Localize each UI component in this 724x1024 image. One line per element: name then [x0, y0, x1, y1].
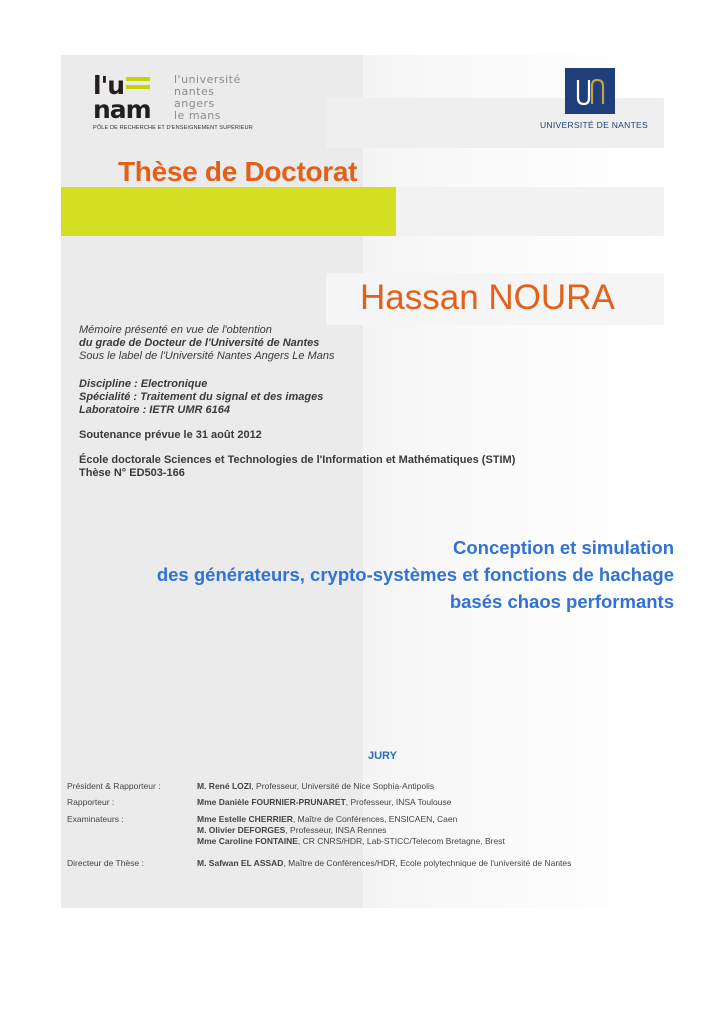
unam-logo: [93, 71, 253, 131]
these-number: Thèse N° ED503-166: [79, 467, 185, 479]
jury-member-name: Mme Caroline FONTAINE: [197, 836, 298, 846]
unam-word: le mans: [174, 109, 221, 122]
universite-nantes-label: UNIVERSITÉ DE NANTES: [539, 120, 649, 130]
jury-member-name: M. Olivier DEFORGES: [197, 825, 286, 835]
jury-member-affiliation: , CR CNRS/HDR, Lab-STICC/Telecom Bretagne, Brest: [297, 836, 505, 846]
jury-role: Examinateurs :: [67, 814, 124, 824]
unam-mark-line2: nam: [93, 95, 151, 124]
unam-mark-line1: l'u: [93, 71, 125, 100]
jury-member: [197, 797, 451, 808]
green-accent-band: [61, 187, 396, 236]
jury-member: [197, 825, 505, 836]
jury-member: [197, 781, 434, 792]
jury-member-affiliation: , Professeur, INSA Toulouse: [345, 797, 452, 807]
memoire-line1: Mémoire présenté en vue de l'obtention: [79, 324, 272, 336]
document-type-title: Thèse de Doctorat: [118, 156, 358, 187]
jury-role: Rapporteur :: [67, 797, 115, 807]
jury-members: [197, 858, 571, 869]
specialite-line: Spécialité : Traitement du signal et des images: [79, 391, 324, 403]
jury-members: [197, 797, 451, 808]
unam-word: angers: [174, 97, 215, 110]
unam-tagline: PÔLE DE RECHERCHE ET D'ENSEIGNEMENT SUPÉRIEUR: [93, 125, 253, 131]
unam-word: nantes: [174, 85, 215, 98]
jury-member-name: Mme Estelle CHERRIER: [197, 814, 293, 824]
ecole-doctorale: École doctorale Sciences et Technologies de l'Information et Mathématiques (STIM): [79, 454, 516, 466]
gray-accent-band: [396, 187, 664, 236]
memoire-line3: Sous le label de l'Université Nantes Angers Le Mans: [79, 350, 335, 362]
jury-member-affiliation: , Maître de Conférences, ENSICAEN, Caen: [292, 814, 458, 824]
laboratoire-line: Laboratoire : IETR UMR 6164: [79, 404, 230, 416]
jury-member: [197, 858, 571, 869]
jury-member-name: Mme Danièle FOURNIER-PRUNARET: [197, 797, 346, 807]
jury-member-name: M. Safwan EL ASSAD: [197, 858, 284, 868]
jury-heading: JURY: [368, 750, 397, 762]
unam-mark: [93, 71, 151, 124]
unam-word: l'université: [174, 73, 241, 86]
jury-members: [197, 814, 505, 847]
thesis-title-line1: Conception et simulation: [453, 537, 674, 558]
memoire-line2: du grade de Docteur de l'Université de Nantes: [79, 337, 320, 349]
discipline-line: Discipline : Electronique: [79, 378, 208, 390]
thesis-title-line3: basés chaos performants: [449, 591, 674, 612]
unam-bars-icon: [126, 77, 150, 93]
thesis-title-line2: des générateurs, crypto-systèmes et fonctions de hachage: [156, 564, 674, 585]
jury-member: [197, 814, 505, 825]
thesis-title: [60, 534, 674, 615]
soutenance-date: Soutenance prévue le 31 août 2012: [79, 429, 262, 441]
universite-nantes-logo-icon: [565, 68, 615, 114]
jury-member-affiliation: , Maître de Conférences/HDR, Ecole polytechnique de l'université de Nantes: [283, 858, 572, 868]
jury-members: [197, 781, 434, 792]
jury-member-affiliation: , Professeur, INSA Rennes: [285, 825, 387, 835]
jury-role: Président & Rapporteur :: [67, 781, 161, 791]
author-name: Hassan NOURA: [360, 278, 615, 317]
jury-member-name: M. René LOZI: [197, 781, 252, 791]
jury-member-affiliation: , Professeur, Université de Nice Sophia-Antipolis: [251, 781, 435, 791]
jury-member: [197, 836, 505, 847]
jury-role: Directeur de Thèse :: [67, 858, 144, 868]
unam-words: [174, 74, 241, 122]
